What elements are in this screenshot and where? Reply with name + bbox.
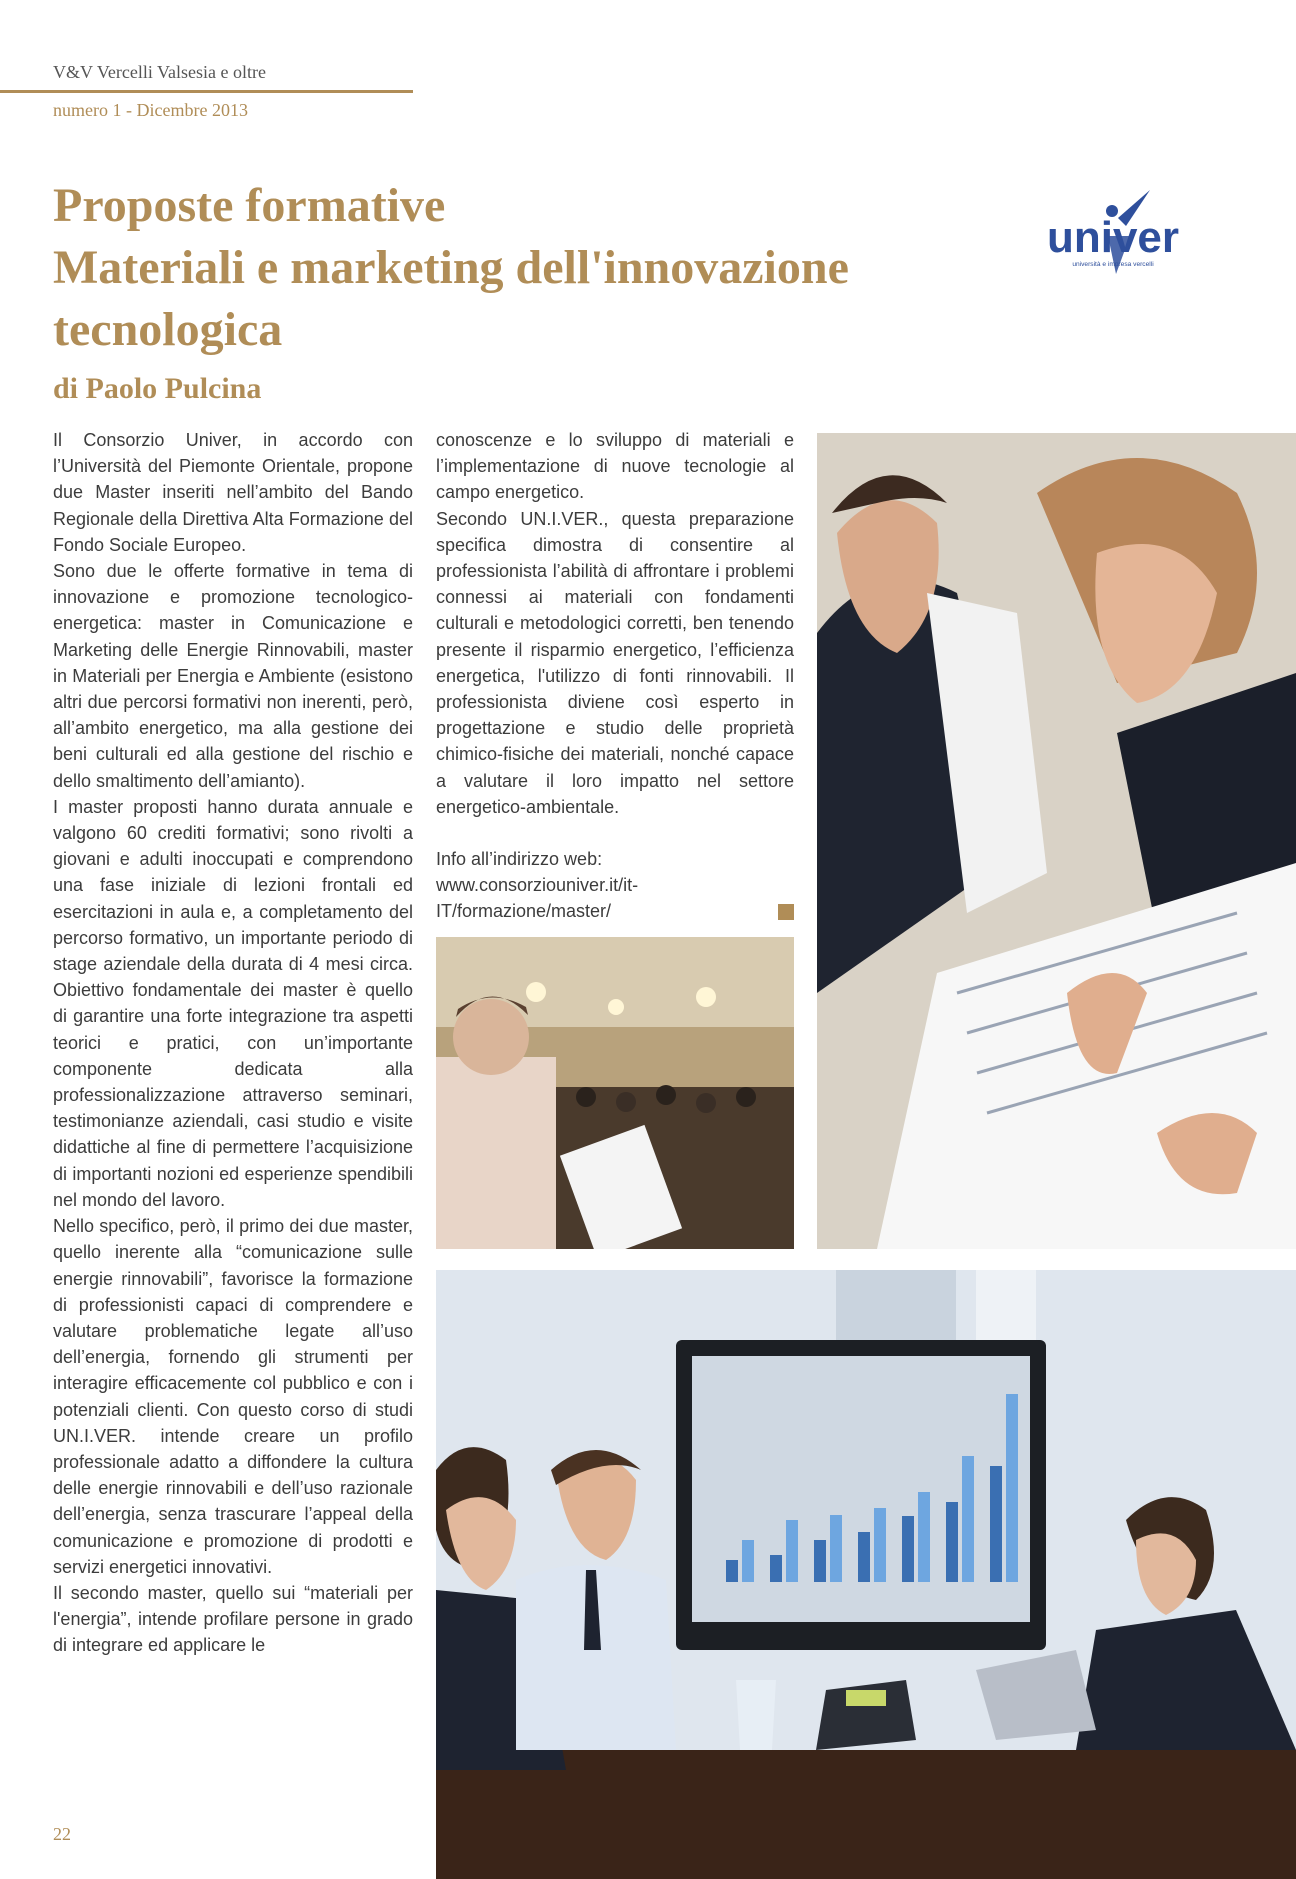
logo-tagline: università e impresa vercelli [1072,261,1154,268]
paragraph: conoscenze e lo sviluppo di materiali e l’implementazione di nuove tecnologie al campo energetico. [436,430,794,503]
title-line: Materiali e marketing dell'innovazione [53,241,849,294]
article-column-2 [436,427,794,925]
paragraph: Nello specifico, però, il primo dei due master, quello inerente alla “comunicazione sulle energie rinnovabili”, favorisce la formazione di professionisti capaci di comprendere e valutare problematiche legate all’uso dell’energia, fornendo gli strumenti per interagire efficacemente col pubblico e con i potenziali clienti. Con questo corso di studi UN.I.VER. intende creare un profilo professionale adatto a diffondere la cultura delle energie rinnovabili e dell’uso razionale dell’energia, senza trascurare l’appeal della comunicazione e promozione di prodotti e servizi energetici innovativi. [53,1216,413,1577]
page-number: 22 [53,1824,71,1844]
photo-business-meeting [436,1270,1296,1879]
photo-conference-audience [436,937,794,1249]
paragraph: Secondo UN.I.VER., questa preparazione specifica dimostra di consentire al professionista l’abilità di affrontare i problemi connessi ai materiali con fondamenti culturali e metodologici corretti, ben tenendo presente il risparmio energetico, l’efficienza energetica, l'utilizzo di fonti rinnovabili. Il professionista diviene così esperto in progettazione e studio delle proprietà chimico-fisiche dei materiali, nonché capace a valutare il loro impatto nel settore energetico-ambientale. [436,508,794,817]
article-end-mark [778,904,794,920]
info-label: Info all’indirizzo web: [436,849,603,870]
masthead-publication: V&V Vercelli Valsesia e oltre [53,62,266,82]
logo-wordmark: univer [1046,213,1180,262]
paragraph: Il Consorzio Univer, in accordo con l’Università del Piemonte Orientale, propone due Master inseriti nell’ambito del Bando Regionale della Direttiva Alta Formazione del Fondo Sociale Europeo. [53,430,413,555]
title-line: Proposte formative [53,179,446,232]
photo-reviewing-documents [817,433,1296,1249]
article-title [53,175,1013,361]
masthead-rule [0,90,413,93]
issue-label: numero 1 - Dicembre 2013 [53,100,248,120]
info-url-link[interactable]: www.consorziouniver.it/it-IT/formazione/master/ [436,875,639,922]
title-line: tecnologica [53,303,283,356]
paragraph: I master proposti hanno durata annuale e valgono 60 crediti formativi; sono rivolti a giovani e adulti inoccupati e comprendono una fase iniziale di lezioni frontali ed esercitazioni in aula e, a completamento del percorso formativo, un importante periodo di stage aziendale della durata di 4 mesi circa. Obiettivo fondamentale dei master è quello di garantire una forte integrazione tra aspetti teorici e pratici, con un’importante componente dedicata alla professionalizzazione attraverso seminari, testimonianze aziendali, casi studio e visite didattiche al fine di permettere l’acquisizione di importanti nozioni ed esperienze spendibili nel mondo del lavoro. [53,796,413,1210]
paragraph: Sono due le offerte formative in tema di innovazione e promozione tecnologico-energetica: master in Comunicazione e Marketing delle Energie Rinnovabili, master in Materiali per Energia e Ambiente (esistono altri due percorsi formativi non inerenti, però, all’ambito energetico, ma alla gestione dei beni culturali ed alla gestione del rischio e dello smaltimento dell’amianto). [53,561,413,791]
byline: di Paolo Pulcina [53,372,262,405]
univer-logo [1038,178,1188,284]
paragraph: Il secondo master, quello sui “materiali per l'energia”, intende profilare persone in grado di integrare ed applicare le [53,1582,413,1656]
article-column-1 [53,427,413,1659]
